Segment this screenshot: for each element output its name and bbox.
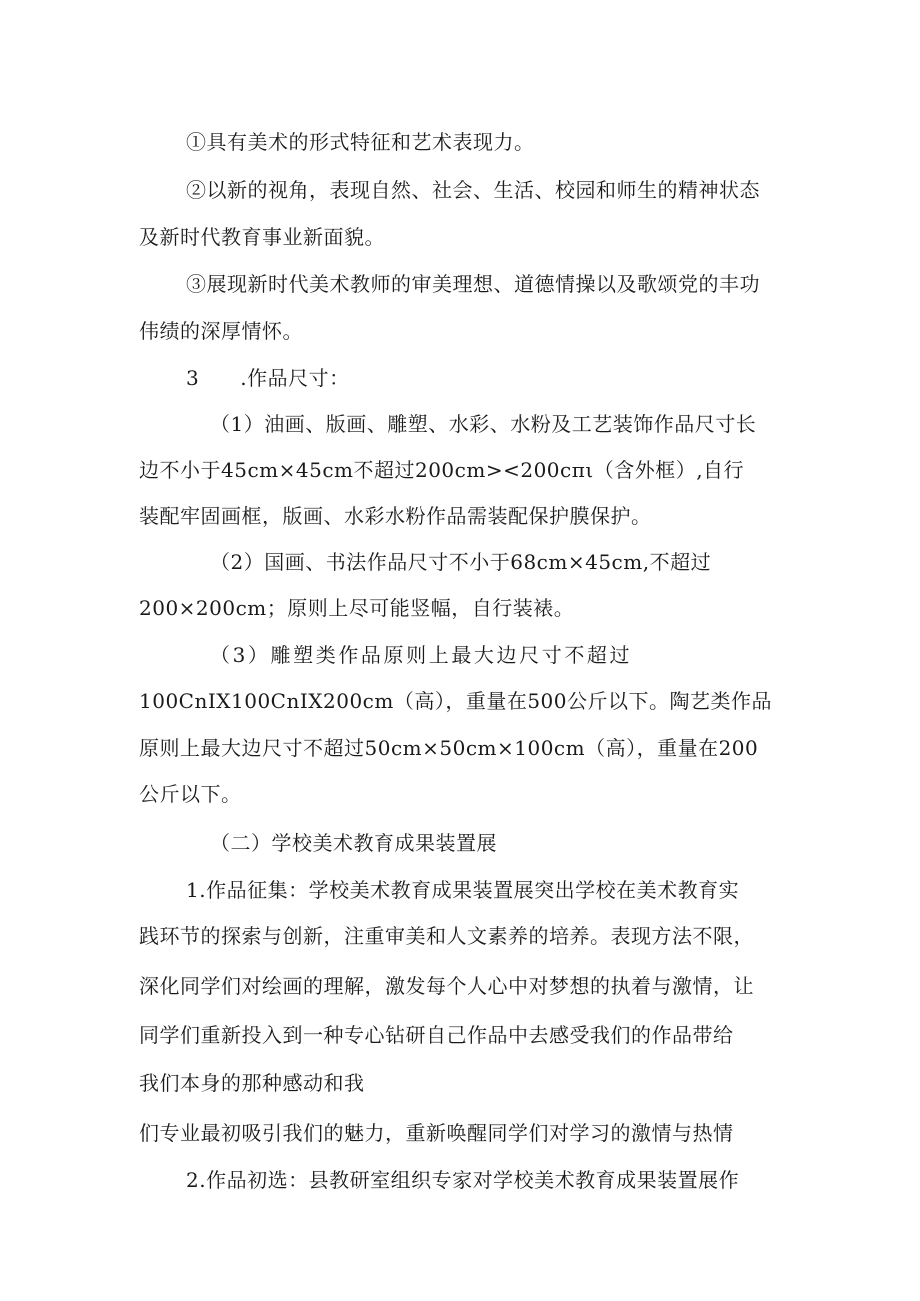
paragraph-line: （2）国画、书法作品尺寸不小于68cm×45cm,不超过 bbox=[210, 550, 712, 574]
paragraph-line: 200×200cm；原则上尽可能竖幅，自行装裱。 bbox=[139, 596, 575, 620]
paragraph-line: 装配牢固画框，版画、水彩水粉作品需装配保护膜保护。 bbox=[139, 504, 652, 528]
paragraph-line: 1.作品征集：学校美术教育成果装置展突出学校在美术教育实 bbox=[186, 878, 740, 902]
paragraph-line: 同学们重新投入到一种专心钻研自己作品中去感受我们的作品带给 bbox=[139, 1023, 734, 1047]
paragraph-line: 们专业最初吸引我们的魅力，重新唤醒同学们对学习的激情与热情 bbox=[139, 1121, 734, 1145]
section-heading: 3 .作品尺寸： bbox=[186, 366, 350, 390]
paragraph-line: 100CnIX100CnIX200cm（高），重量在500公斤以下。陶艺类作品 bbox=[139, 689, 773, 713]
paragraph-line: 伟绩的深厚情怀。 bbox=[139, 319, 303, 343]
paragraph-line: 深化同学们对绘画的理解，激发每个人心中对梦想的执着与激情，让 bbox=[139, 974, 754, 998]
paragraph-line: （3）雕塑类作品原则上最大边尺寸不超过 bbox=[210, 643, 633, 667]
paragraph-line: 及新时代教育事业新面貌。 bbox=[139, 225, 385, 249]
paragraph-line: 2.作品初选：县教研室组织专家对学校美术教育成果装置展作 bbox=[186, 1168, 740, 1192]
paragraph-line: ②以新的视角，表现自然、社会、生活、校园和师生的精神状态 bbox=[186, 178, 760, 202]
paragraph-line: ①具有美术的形式特征和艺术表现力。 bbox=[186, 130, 535, 154]
paragraph-line: 践环节的探索与创新，注重审美和人文素养的培养。表现方法不限， bbox=[139, 924, 754, 948]
section-heading: （二）学校美术教育成果装置展 bbox=[210, 831, 497, 855]
paragraph-line: ③展现新时代美术教师的审美理想、道德情操以及歌颂党的丰功 bbox=[186, 272, 760, 296]
paragraph-line: 我们本身的那种感动和我 bbox=[139, 1071, 365, 1095]
paragraph-line: 公斤以下。 bbox=[139, 782, 242, 806]
paragraph-line: 边不小于45cm×45cm不超过200cm><200cπι（含外框）,自行 bbox=[139, 458, 745, 482]
paragraph-line: （1）油画、版画、雕塑、水彩、水粉及工艺装饰作品尺寸长 bbox=[210, 412, 757, 436]
paragraph-line: 原则上最大边尺寸不超过50cm×50cm×100cm（高），重量在200 bbox=[139, 736, 759, 760]
